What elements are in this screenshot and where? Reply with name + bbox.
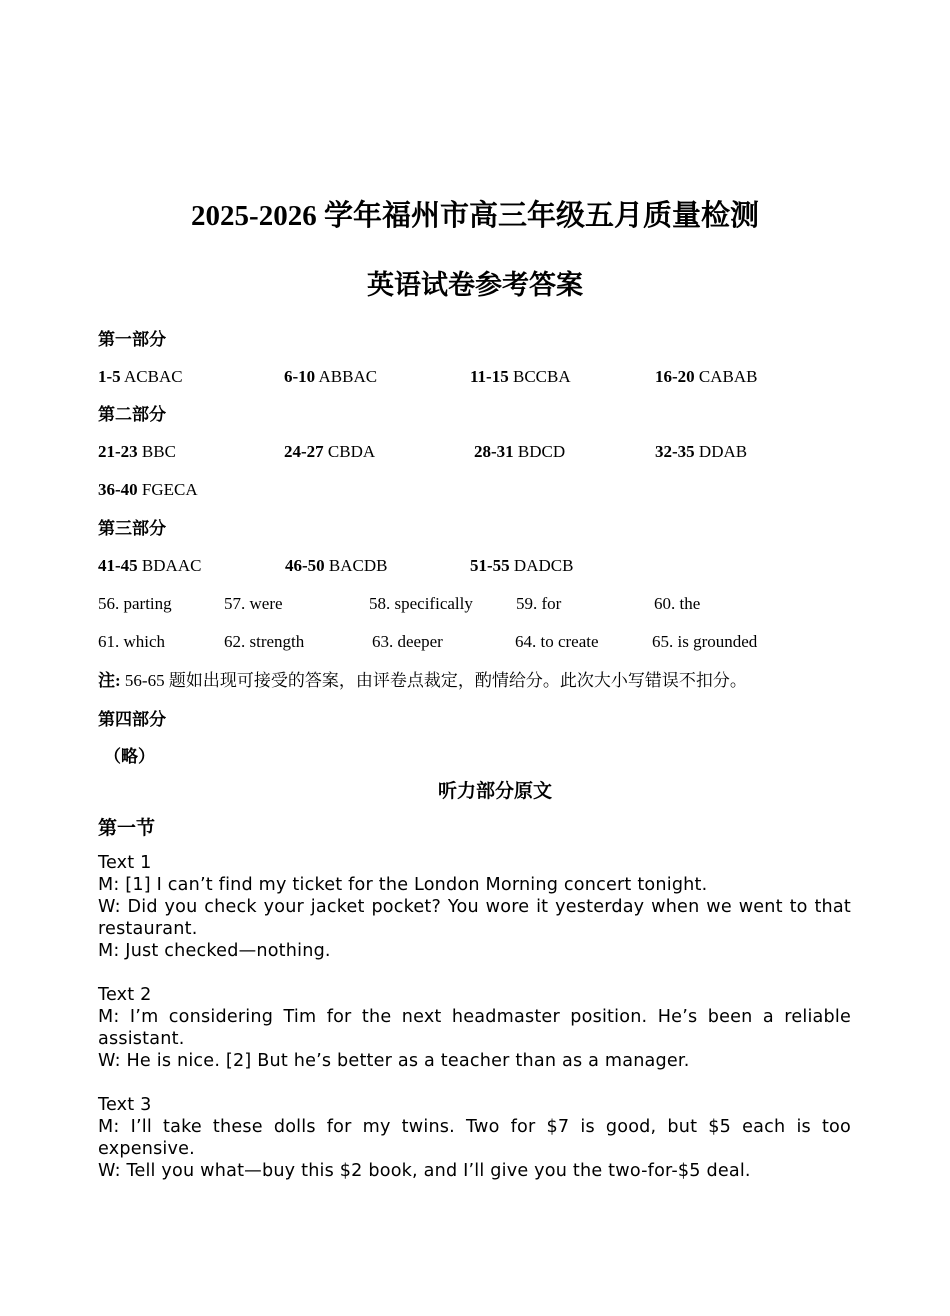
dialogue-line: M: I’m considering Tim for the next headmaster position. He’s been a reliable assistant. — [98, 1007, 851, 1049]
page-subtitle: 英语试卷参考答案 — [367, 270, 583, 300]
fill-answer-row — [98, 592, 858, 616]
part3-heading: 第三部分 — [98, 519, 166, 538]
fill-answer: 63. deeper — [372, 632, 443, 651]
dialogue-line: M: Just checked—nothing. — [98, 941, 331, 961]
dialogue-line: W: Did you check your jacket pocket? You wore it yesterday when we went to that restaurant. — [98, 897, 851, 939]
answer-item: 41-45 BDAAC — [98, 556, 202, 575]
answer-item: 6-10 ABBAC — [284, 367, 378, 386]
text-label: Text 1 — [98, 853, 152, 873]
answer-item: 46-50 BACDB — [285, 556, 388, 575]
dialogue-line: W: He is nice. [2] But he’s better as a teacher than as a manager. — [98, 1051, 690, 1071]
transcript-text-1 — [98, 852, 851, 962]
part4-heading: 第四部分 — [98, 710, 166, 729]
transcript-text-2 — [98, 984, 851, 1072]
part2-heading: 第二部分 — [98, 405, 166, 424]
part1-heading: 第一部分 — [98, 330, 166, 349]
scoring-note — [98, 669, 858, 693]
fill-answer: 58. specifically — [369, 594, 473, 613]
fill-answer: 60. the — [654, 594, 701, 613]
text-label: Text 2 — [98, 985, 152, 1005]
answer-item: 21-23 BBC — [98, 442, 176, 461]
answer-item: 11-15 BCCBA — [470, 367, 571, 386]
answer-item: 24-27 CBDA — [284, 442, 376, 461]
part1-answer-row — [98, 365, 858, 389]
fill-answer: 64. to create — [515, 632, 599, 651]
answer-item: 32-35 DDAB — [655, 442, 748, 461]
part2-answer-row — [98, 478, 858, 502]
note-text: 56-65 题如出现可接受的答案，由评卷点裁定，酌情给分。此次大小写错误不扣分。 — [120, 671, 747, 690]
page-title: 2025-2026 学年福州市高三年级五月质量检测 — [191, 200, 759, 232]
fill-answer: 65. is grounded — [652, 632, 758, 651]
answer-item: 16-20 CABAB — [655, 367, 758, 386]
fill-answer: 59. for — [516, 594, 562, 613]
dialogue-line: M: I’ll take these dolls for my twins. Two for $7 is good, but $5 each is too expensive. — [98, 1117, 851, 1159]
part3-answer-row — [98, 554, 858, 578]
fill-answer: 61. which — [98, 632, 166, 651]
part2-answer-row — [98, 440, 858, 464]
transcript-text-3 — [98, 1094, 851, 1182]
answer-item: 1-5 ACBAC — [98, 367, 183, 386]
note-label: 注: — [98, 671, 121, 690]
listening-section-heading: 第一节 — [98, 818, 156, 839]
part4-content: （略） — [104, 747, 155, 766]
answer-item: 36-40 FGECA — [98, 480, 198, 499]
listening-title: 听力部分原文 — [437, 781, 552, 802]
answer-item: 51-55 DADCB — [470, 556, 574, 575]
text-label: Text 3 — [98, 1095, 152, 1115]
answer-item: 28-31 BDCD — [474, 442, 566, 461]
listening-transcript — [98, 852, 851, 1204]
fill-answer: 62. strength — [224, 632, 305, 651]
fill-answer-row — [98, 630, 858, 654]
fill-answer: 56. parting — [98, 594, 172, 613]
dialogue-line: W: Tell you what—buy this $2 book, and I’ll give you the two-for-$5 deal. — [98, 1161, 751, 1181]
dialogue-line: M: [1] I can’t find my ticket for the London Morning concert tonight. — [98, 875, 708, 895]
fill-answer: 57. were — [224, 594, 283, 613]
